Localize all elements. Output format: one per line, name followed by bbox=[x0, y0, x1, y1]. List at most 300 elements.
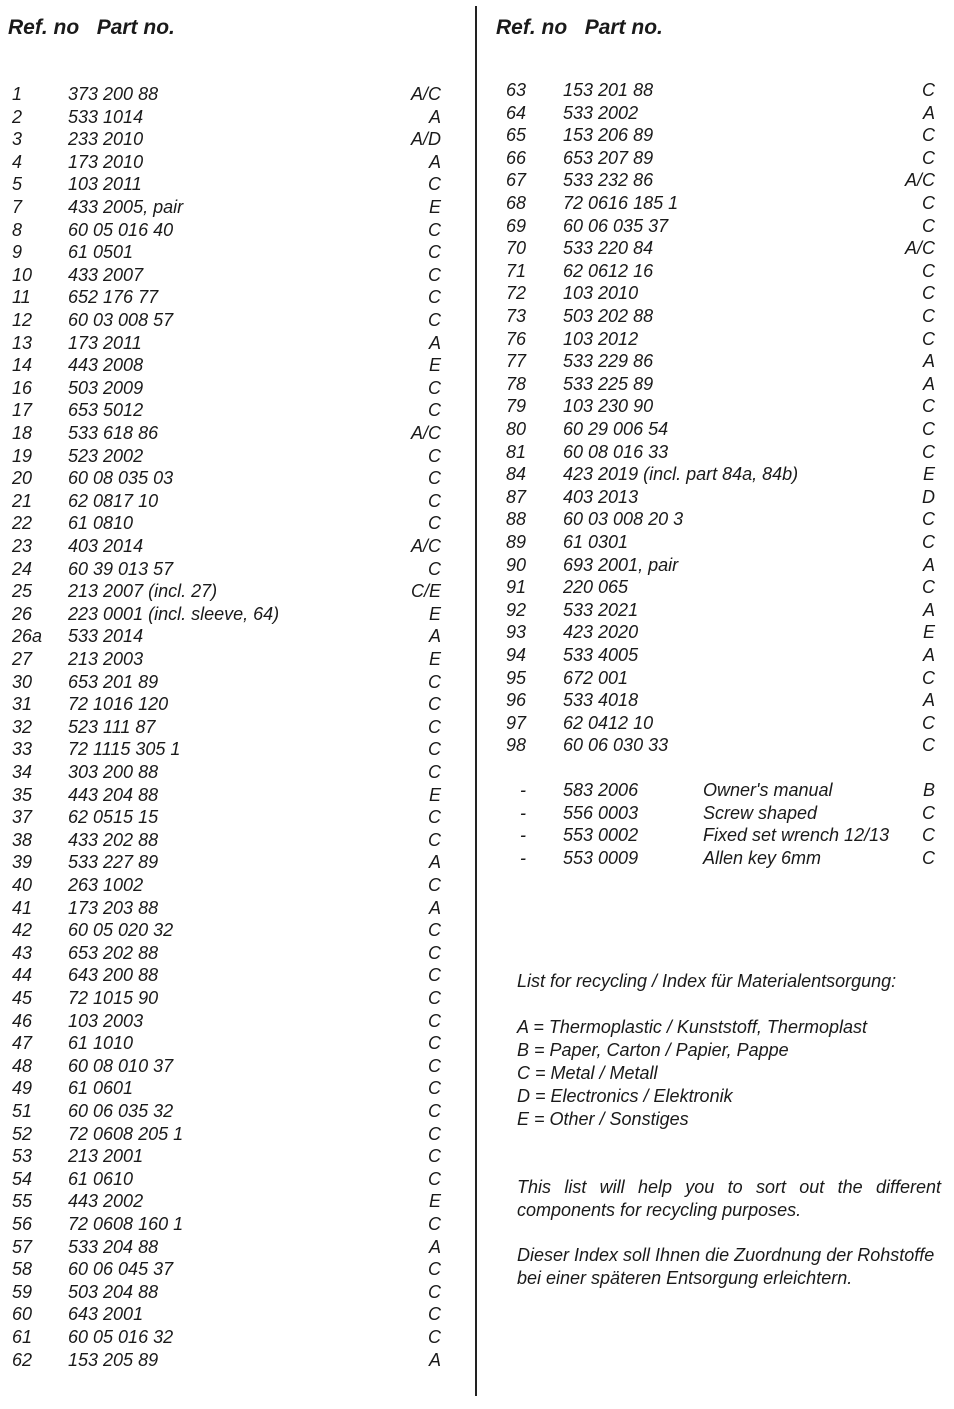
ref-number: 51 bbox=[12, 1101, 33, 1121]
ref-number: 30 bbox=[12, 671, 33, 692]
part-number: 220 065 bbox=[563, 577, 629, 598]
list-item bbox=[0, 874, 450, 897]
list-item bbox=[0, 399, 450, 422]
part-number: 523 2002 bbox=[68, 445, 144, 466]
part-number: 303 200 88 bbox=[68, 762, 159, 782]
ref-number: 64 bbox=[506, 102, 527, 123]
list-item bbox=[0, 1213, 450, 1236]
recycling-note-english: This list will help you to sort out the different components for recycling purposes. bbox=[517, 1177, 941, 1220]
material-code: C bbox=[428, 400, 441, 421]
list-item bbox=[0, 964, 450, 987]
material-code: C bbox=[428, 1168, 441, 1189]
ref-number: 23 bbox=[12, 536, 33, 556]
ref-number: 84 bbox=[506, 464, 527, 485]
recycling-legend bbox=[517, 1016, 941, 1131]
list-item bbox=[0, 1349, 450, 1372]
material-code: C bbox=[428, 242, 441, 263]
list-item bbox=[496, 779, 940, 802]
part-number: 60 05 016 40 bbox=[68, 219, 174, 240]
list-item bbox=[496, 215, 940, 238]
material-code: C bbox=[428, 920, 441, 941]
part-number: 72 0616 185 1 bbox=[563, 193, 679, 213]
material-code: C bbox=[922, 667, 935, 688]
ref-number: 79 bbox=[506, 396, 527, 417]
material-code: C bbox=[428, 762, 441, 782]
part-number: 533 227 89 bbox=[68, 852, 159, 873]
ref-number: 77 bbox=[506, 351, 527, 372]
list-item bbox=[496, 350, 940, 373]
material-code: C bbox=[922, 577, 935, 598]
material-code: E bbox=[922, 622, 935, 643]
list-item bbox=[0, 1258, 450, 1281]
part-number: 213 2003 bbox=[68, 649, 144, 669]
list-item bbox=[0, 806, 450, 829]
part-number: 403 2014 bbox=[68, 536, 144, 556]
part-number: 533 4005 bbox=[563, 645, 639, 665]
ref-number: 62 bbox=[12, 1349, 33, 1370]
part-number: 553 0002 bbox=[563, 825, 639, 846]
ref-number: 22 bbox=[12, 513, 33, 534]
material-code: C bbox=[428, 1101, 441, 1121]
ref-number: 3 bbox=[12, 129, 23, 150]
material-code: C bbox=[428, 875, 441, 895]
material-code: E bbox=[428, 603, 441, 624]
part-number: 423 2020 bbox=[563, 622, 639, 643]
part-number: 62 0515 15 bbox=[68, 807, 159, 828]
ref-number: 96 bbox=[506, 690, 527, 711]
ref-number: 70 bbox=[506, 238, 527, 259]
ref-number: 38 bbox=[12, 829, 33, 850]
part-number: 503 204 88 bbox=[68, 1281, 159, 1302]
material-code: C bbox=[428, 988, 441, 1008]
part-number: 60 05 016 32 bbox=[68, 1327, 174, 1347]
list-item bbox=[0, 1145, 450, 1168]
ref-number: 58 bbox=[12, 1259, 33, 1280]
material-code: C bbox=[428, 965, 441, 986]
legend-item: D = Electronics / Elektronik bbox=[517, 1086, 733, 1106]
ref-number: 9 bbox=[12, 242, 23, 263]
part-header: Part no. bbox=[96, 16, 175, 39]
material-code: C bbox=[428, 1078, 441, 1099]
list-item bbox=[0, 354, 450, 377]
part-number: 653 201 89 bbox=[68, 671, 159, 692]
material-code: C bbox=[428, 1327, 441, 1347]
list-item bbox=[496, 712, 940, 735]
list-item bbox=[496, 824, 940, 847]
ref-header: Ref. no bbox=[8, 16, 80, 39]
ref-number: - bbox=[520, 802, 526, 823]
part-number: 60 06 035 32 bbox=[68, 1101, 174, 1121]
material-code: C bbox=[428, 1146, 441, 1167]
part-number: 533 229 86 bbox=[563, 351, 654, 372]
list-item bbox=[496, 531, 940, 554]
ref-number: 89 bbox=[506, 532, 527, 552]
part-number: 583 2006 bbox=[563, 780, 639, 800]
list-item bbox=[0, 1303, 450, 1326]
list-item bbox=[0, 851, 450, 874]
material-code: E bbox=[428, 1191, 441, 1212]
material-code: C bbox=[922, 802, 935, 823]
list-item bbox=[496, 802, 940, 825]
material-code: C bbox=[428, 829, 441, 850]
ref-number: 8 bbox=[12, 219, 23, 240]
part-number: 60 08 010 37 bbox=[68, 1055, 174, 1076]
list-item bbox=[496, 621, 940, 644]
material-code: A/D bbox=[410, 129, 441, 150]
part-number: 553 0009 bbox=[563, 847, 639, 868]
list-item bbox=[0, 106, 450, 129]
ref-number: 1 bbox=[12, 84, 23, 104]
material-code: A/C bbox=[410, 423, 441, 443]
part-number: 672 001 bbox=[563, 667, 629, 688]
list-item bbox=[496, 79, 940, 102]
material-code: C bbox=[428, 1259, 441, 1280]
list-item bbox=[496, 147, 940, 170]
legend-item: C = Metal / Metall bbox=[517, 1063, 658, 1083]
material-code: C bbox=[428, 264, 441, 285]
part-number: 60 06 045 37 bbox=[68, 1259, 174, 1280]
list-item bbox=[0, 919, 450, 942]
ref-number: 52 bbox=[12, 1123, 33, 1144]
part-number: 443 204 88 bbox=[68, 784, 159, 805]
part-number: 556 0003 bbox=[563, 802, 639, 823]
list-item bbox=[496, 576, 940, 599]
ref-number: 88 bbox=[506, 509, 527, 530]
part-number: 443 2002 bbox=[68, 1191, 144, 1212]
part-number: 433 2005, pair bbox=[68, 197, 184, 217]
material-code: A bbox=[922, 373, 935, 394]
part-number: 503 202 88 bbox=[563, 306, 654, 326]
ref-number: 31 bbox=[12, 694, 33, 715]
ref-number: 27 bbox=[12, 649, 33, 669]
part-number: 533 2014 bbox=[68, 626, 144, 647]
ref-number: 71 bbox=[506, 260, 527, 281]
material-code: E bbox=[428, 355, 441, 376]
part-number: 693 2001, pair bbox=[563, 554, 679, 575]
ref-number: 65 bbox=[506, 125, 527, 146]
part-number: 533 2002 bbox=[563, 102, 639, 123]
ref-number: 68 bbox=[506, 193, 527, 213]
ref-number: 59 bbox=[12, 1281, 33, 1302]
list-item bbox=[0, 512, 450, 535]
material-code: A bbox=[428, 1236, 441, 1257]
ref-number: 19 bbox=[12, 445, 33, 466]
part-number: 61 0501 bbox=[68, 242, 134, 263]
material-code: C bbox=[428, 513, 441, 534]
list-item bbox=[0, 603, 450, 626]
list-item bbox=[0, 761, 450, 784]
ref-number: 69 bbox=[506, 215, 527, 236]
part-number: 233 2010 bbox=[68, 129, 144, 150]
list-item bbox=[496, 599, 940, 622]
part-number: 173 203 88 bbox=[68, 897, 159, 918]
list-item bbox=[0, 128, 450, 151]
list-item bbox=[0, 196, 450, 219]
material-code: E bbox=[428, 649, 441, 669]
material-code: C bbox=[428, 694, 441, 715]
part-description: Screw shaped bbox=[703, 802, 818, 823]
ref-number: 43 bbox=[12, 942, 33, 963]
material-code: C bbox=[428, 739, 441, 760]
list-item bbox=[496, 395, 940, 418]
material-code: C bbox=[428, 310, 441, 330]
material-code: C/E bbox=[410, 581, 441, 602]
material-code: A bbox=[922, 645, 935, 665]
part-number: 173 2010 bbox=[68, 151, 144, 172]
part-number: 61 0810 bbox=[68, 513, 134, 534]
part-number: 533 1014 bbox=[68, 106, 144, 127]
material-code: A/C bbox=[904, 238, 935, 259]
material-code: A bbox=[428, 1349, 441, 1370]
material-code: C bbox=[428, 942, 441, 963]
part-number: 72 1016 120 bbox=[68, 694, 169, 715]
list-item bbox=[0, 490, 450, 513]
list-item bbox=[496, 102, 940, 125]
material-code: C bbox=[922, 260, 935, 281]
part-number: 60 06 030 33 bbox=[563, 735, 669, 756]
list-item bbox=[0, 1326, 450, 1349]
list-item bbox=[496, 328, 940, 351]
material-code: A bbox=[428, 897, 441, 918]
ref-number: 33 bbox=[12, 739, 33, 760]
material-code: C bbox=[428, 1033, 441, 1054]
recycling-title: List for recycling / Index für Materialentsorgung: bbox=[517, 971, 897, 991]
part-number: 213 2007 (incl. 27) bbox=[68, 581, 218, 602]
legend-item: E = Other / Sonstiges bbox=[517, 1109, 689, 1129]
ref-number: 67 bbox=[506, 170, 527, 191]
list-item bbox=[0, 784, 450, 807]
part-description: Owner's manual bbox=[703, 780, 833, 800]
ref-number: 4 bbox=[12, 151, 23, 172]
material-code: B bbox=[922, 780, 935, 800]
ref-number: 41 bbox=[12, 897, 33, 918]
material-code: D bbox=[922, 486, 935, 507]
ref-number: 80 bbox=[506, 419, 527, 439]
list-item bbox=[0, 332, 450, 355]
list-item bbox=[496, 305, 940, 328]
material-code: C bbox=[428, 1281, 441, 1302]
ref-number: 49 bbox=[12, 1078, 33, 1099]
part-number: 60 05 020 32 bbox=[68, 920, 174, 941]
part-number: 533 232 86 bbox=[563, 170, 654, 191]
part-number: 61 1010 bbox=[68, 1033, 134, 1054]
list-item bbox=[0, 1077, 450, 1100]
list-item bbox=[0, 264, 450, 287]
part-number: 62 0412 10 bbox=[563, 712, 654, 733]
material-code: A bbox=[922, 599, 935, 620]
list-item bbox=[0, 241, 450, 264]
ref-number: 12 bbox=[12, 310, 33, 330]
part-number: 72 0608 205 1 bbox=[68, 1123, 184, 1144]
material-code: C bbox=[922, 712, 935, 733]
legend-item: A = Thermoplastic / Kunststoff, Thermoplast bbox=[517, 1017, 867, 1037]
list-item bbox=[496, 282, 940, 305]
ref-number: 81 bbox=[506, 441, 527, 462]
material-code: C bbox=[922, 147, 935, 168]
part-number: 62 0612 16 bbox=[563, 260, 654, 281]
ref-number: 25 bbox=[12, 581, 33, 602]
ref-number: 13 bbox=[12, 332, 33, 353]
ref-number: 93 bbox=[506, 622, 527, 643]
list-item bbox=[0, 467, 450, 490]
part-number: 643 2001 bbox=[68, 1304, 144, 1325]
part-number: 423 2019 (incl. part 84a, 84b) bbox=[563, 464, 799, 485]
part-number: 433 202 88 bbox=[68, 829, 159, 850]
ref-number: 39 bbox=[12, 852, 33, 873]
material-code: C bbox=[428, 1214, 441, 1234]
list-item bbox=[0, 829, 450, 852]
ref-number: 24 bbox=[12, 558, 33, 579]
list-item bbox=[0, 1032, 450, 1055]
list-item bbox=[496, 260, 940, 283]
list-item bbox=[0, 648, 450, 671]
part-number: 533 4018 bbox=[563, 690, 639, 711]
list-item bbox=[0, 716, 450, 739]
ref-number: 66 bbox=[506, 147, 527, 168]
ref-number: 5 bbox=[12, 174, 23, 195]
ref-number: 94 bbox=[506, 645, 527, 665]
ref-number: 54 bbox=[12, 1168, 33, 1189]
part-number: 103 2010 bbox=[563, 283, 639, 304]
list-item bbox=[0, 535, 450, 558]
part-number: 61 0610 bbox=[68, 1168, 134, 1189]
part-number: 373 200 88 bbox=[68, 84, 159, 104]
ref-number: 35 bbox=[12, 784, 33, 805]
list-item bbox=[496, 486, 940, 509]
material-code: E bbox=[922, 464, 935, 485]
part-number: 103 2012 bbox=[563, 328, 639, 349]
material-code: C bbox=[922, 396, 935, 417]
part-number: 72 1115 305 1 bbox=[68, 739, 181, 760]
part-number: 223 0001 (incl. sleeve, 64) bbox=[68, 603, 280, 624]
part-number: 533 2021 bbox=[563, 599, 639, 620]
material-code: C bbox=[922, 283, 935, 304]
material-code: C bbox=[428, 490, 441, 511]
list-item bbox=[0, 173, 450, 196]
part-number: 153 201 88 bbox=[563, 80, 654, 100]
ref-number: 87 bbox=[506, 486, 527, 507]
material-code: C bbox=[922, 441, 935, 462]
ref-number: 60 bbox=[12, 1304, 33, 1325]
list-item bbox=[0, 286, 450, 309]
part-number: 653 202 88 bbox=[68, 942, 159, 963]
material-code: C bbox=[428, 377, 441, 398]
part-number: 533 225 89 bbox=[563, 373, 654, 394]
part-description: Allen key 6mm bbox=[703, 847, 822, 868]
ref-number: 26a bbox=[12, 626, 43, 647]
material-code: E bbox=[428, 784, 441, 805]
ref-number: 14 bbox=[12, 355, 33, 376]
material-code: C bbox=[922, 306, 935, 326]
ref-number: 21 bbox=[12, 490, 33, 511]
part-number: 403 2013 bbox=[563, 486, 639, 507]
part-number: 60 08 035 03 bbox=[68, 468, 174, 489]
material-code: C bbox=[428, 1010, 441, 1031]
ref-number: - bbox=[520, 847, 526, 868]
material-code: C bbox=[428, 1055, 441, 1076]
list-item bbox=[0, 219, 450, 242]
ref-number: - bbox=[520, 780, 526, 800]
material-code: C bbox=[922, 735, 935, 756]
ref-number: 10 bbox=[12, 264, 33, 285]
list-item bbox=[496, 192, 940, 215]
list-item bbox=[496, 237, 940, 260]
material-code: C bbox=[428, 1123, 441, 1144]
material-code: A bbox=[428, 626, 441, 647]
list-item bbox=[496, 689, 940, 712]
list-item bbox=[496, 124, 940, 147]
material-code: C bbox=[922, 193, 935, 213]
part-number: 62 0817 10 bbox=[68, 490, 159, 511]
part-description: Fixed set wrench 12/13 bbox=[703, 825, 890, 846]
material-code: A bbox=[922, 554, 935, 575]
ref-number: 44 bbox=[12, 965, 33, 986]
material-code: C bbox=[428, 174, 441, 195]
list-item bbox=[0, 1168, 450, 1191]
ref-number: 46 bbox=[12, 1010, 33, 1031]
material-code: E bbox=[428, 197, 441, 217]
list-item bbox=[0, 1281, 450, 1304]
list-item bbox=[496, 644, 940, 667]
ref-number: 17 bbox=[12, 400, 33, 421]
material-code: C bbox=[428, 219, 441, 240]
ref-number: 37 bbox=[12, 807, 33, 828]
material-code: C bbox=[922, 215, 935, 236]
ref-number: 45 bbox=[12, 988, 33, 1008]
part-number: 443 2008 bbox=[68, 355, 144, 376]
ref-number: 11 bbox=[12, 287, 31, 308]
material-code: A bbox=[428, 151, 441, 172]
material-code: A bbox=[922, 690, 935, 711]
ref-number: 76 bbox=[506, 328, 527, 349]
ref-number: 26 bbox=[12, 603, 33, 624]
part-number: 72 0608 160 1 bbox=[68, 1214, 184, 1234]
list-item bbox=[0, 1190, 450, 1213]
part-number: 523 111 87 bbox=[68, 716, 156, 737]
right-column-header bbox=[496, 16, 663, 40]
ref-number: 92 bbox=[506, 599, 527, 620]
recycling-note-german: Dieser Index soll Ihnen die Zuordnung der Rohstoffe bei einer späteren Entsorgung erleichtern. bbox=[517, 1245, 935, 1288]
ref-number: 53 bbox=[12, 1146, 33, 1167]
part-number: 60 39 013 57 bbox=[68, 558, 174, 579]
list-item bbox=[496, 508, 940, 531]
list-item bbox=[496, 667, 940, 690]
ref-number: 34 bbox=[12, 762, 33, 782]
material-code: C bbox=[428, 716, 441, 737]
part-number: 263 1002 bbox=[68, 875, 144, 895]
part-number: 173 2011 bbox=[68, 332, 142, 353]
material-code: C bbox=[922, 419, 935, 439]
material-code: A bbox=[428, 332, 441, 353]
list-item bbox=[0, 1236, 450, 1259]
ref-number: 20 bbox=[12, 468, 33, 489]
ref-number: 16 bbox=[12, 377, 33, 398]
ref-header: Ref. no bbox=[496, 16, 568, 39]
list-item bbox=[496, 441, 940, 464]
left-column-header bbox=[8, 16, 175, 40]
part-number: 503 2009 bbox=[68, 377, 144, 398]
material-code: C bbox=[922, 125, 935, 146]
list-item bbox=[0, 738, 450, 761]
material-code: C bbox=[428, 558, 441, 579]
list-item bbox=[0, 625, 450, 648]
material-code: A bbox=[428, 106, 441, 127]
list-item bbox=[0, 151, 450, 174]
ref-number: 73 bbox=[506, 306, 527, 326]
part-number: 103 2011 bbox=[68, 174, 142, 195]
ref-number: 42 bbox=[12, 920, 33, 941]
ref-number: 72 bbox=[506, 283, 527, 304]
